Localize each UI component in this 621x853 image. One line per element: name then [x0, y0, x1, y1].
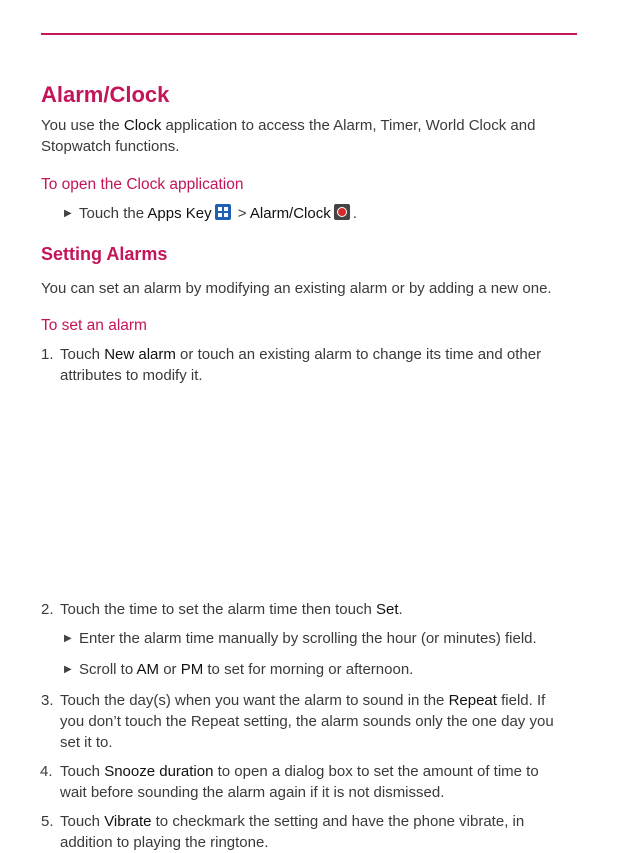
step-text: Touch the time to set the alarm time then touch Set. [60, 601, 403, 618]
step-number: 1. [41, 346, 54, 363]
step-text: Touch Snooze duration to open a dialog box to set the amount of time to wait before sounding the alarm again if it is not dismissed. [60, 763, 539, 801]
sub-bullet-text: Enter the alarm time manually by scrolling the hour (or minutes) field. [79, 630, 537, 647]
bullet-icon: ▶ [64, 633, 72, 644]
bullet-icon: ▶ [64, 208, 72, 219]
step-text: Touch Vibrate to checkmark the setting and have the phone vibrate, in addition to playing the ringtone. [60, 813, 525, 851]
step-number: 5. [41, 813, 54, 830]
step-text: Touch the day(s) when you want the alarm to sound in the Repeat field. If you don’t touch the Repeat setting, the alarm sounds only the one day you set it to. [60, 692, 554, 751]
setting-alarms-heading: Setting Alarms [41, 244, 168, 264]
page-title: Alarm/Clock [41, 82, 170, 107]
sub-bullet-text: Scroll to AM or PM to set for morning or afternoon. [79, 661, 414, 678]
open-clock-step: Touch the Apps Key > Alarm/Clock . [79, 205, 357, 222]
step-number: 3. [41, 692, 54, 709]
apps-key-icon [215, 204, 231, 220]
step-number: 2. [41, 601, 54, 618]
step-number: 4. [40, 763, 53, 780]
set-alarm-heading: To set an alarm [41, 317, 147, 334]
setting-alarms-text: You can set an alarm by modifying an existing alarm or by adding a new one. [41, 280, 552, 297]
intro-paragraph: You use the Clock application to access the Alarm, Timer, World Clock and Stopwatch functions. [41, 117, 536, 155]
step-text: Touch New alarm or touch an existing alarm to change its time and other attributes to modify it. [60, 346, 542, 384]
header-rule [41, 33, 577, 35]
alarm-clock-icon [334, 204, 350, 220]
open-clock-heading: To open the Clock application [41, 176, 244, 193]
bullet-icon: ▶ [64, 664, 72, 675]
